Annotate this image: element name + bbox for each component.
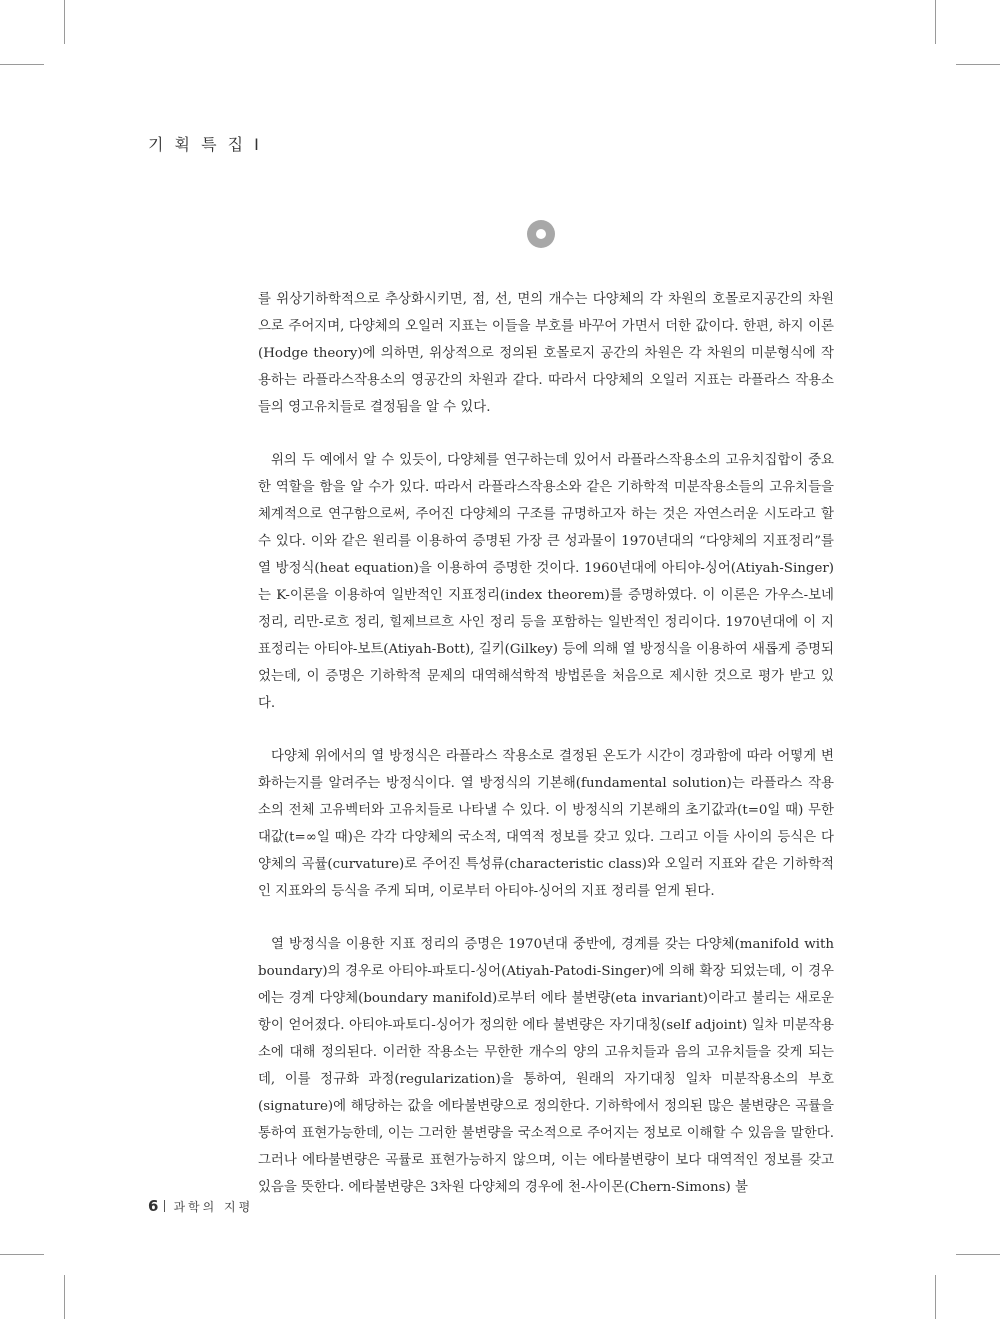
crop-mark-bottom-left-vertical xyxy=(64,1275,65,1319)
crop-mark-top-right-vertical xyxy=(935,0,936,44)
footer-divider xyxy=(164,1200,165,1212)
crop-mark-top-left-vertical xyxy=(64,0,65,44)
paragraph-4: 열 방정식을 이용한 지표 정리의 증명은 1970년대 중반에, 경계를 갖는 다양체(manifold with boundary)의 경우로 아티야-파토디-싱어(Atiyah-Patodi-Singer)에 의해 확장 되었는데, 이 경우에는 경계 다양체(boundary manifold)로부터 에타 불변량(eta invariant)이라고 불리는 새로운 항이 얻어졌다. 아티야-파토디-싱어가 정의한 에타 불변량은 자기대칭(self adjoint) 일차 미분작용소에 대해 정의된다. 이러한 작용소는 무한한 개수의 양의 고유치들과 음의 고유치들을 갖게 되는데, 이를 정규화 과정(regularization)을 통하여, 원래의 자기대칭 일차 미분작용소의 부호(signature)에 해당하는 값을 에타불변량으로 정의한다. 기하학에서 정의된 많은 불변량은 곡률을 통하여 표현가능한데, 이는 그러한 불변량을 국소적으로 주어지는 정보로 이해할 수 있음을 말한다. 그러나 에타불변량은 곡률로 표현가능하지 않으며, 이는 에타불변량이 보다 대역적인 정보를 갖고 있음을 뜻한다. 에타불변량은 3차원 다양체의 경우에 천-사이몬(Chern-Simons) 불 xyxy=(258,937,834,1195)
journal-name: 과학의 지평 xyxy=(173,1199,254,1214)
crop-mark-bottom-right-vertical xyxy=(935,1275,936,1319)
page-footer xyxy=(148,1197,253,1215)
article-body xyxy=(258,286,834,1227)
paragraph-3: 다양체 위에서의 열 방정식은 라플라스 작용소로 결정된 온도가 시간이 경과함에 따라 어떻게 변화하는지를 알려주는 방정식이다. 열 방정식의 기본해(fundamental solution)는 라플라스 작용소의 전체 고유벡터와 고유치들로 나타낼 수 있다. 이 방정식의 기본해의 초기값과(t=0일 때) 무한대값(t=∞일 때)은 각각 다양체의 국소적, 대역적 정보를 갖고 있다. 그리고 이들 사이의 등식은 다양체의 곡률(curvature)로 주어진 특성류(characteristic class)와 오일러 지표와 같은 기하학적인 지표와의 등식을 주게 되며, 이로부터 아티야-싱어의 지표 정리를 얻게 된다. xyxy=(258,749,834,899)
crop-mark-bottom-left-horizontal xyxy=(0,1254,44,1255)
page-number: 6 xyxy=(148,1197,159,1215)
crop-mark-top-right-horizontal xyxy=(956,64,1000,65)
section-label: 기 획 특 집 I xyxy=(148,135,262,154)
paragraph-1: 를 위상기하학적으로 추상화시키면, 점, 선, 면의 개수는 다양체의 각 차원의 호몰로지공간의 차원으로 주어지며, 다양체의 오일러 지표는 이들을 부호를 바꾸어 가면서 더한 값이다. 한편, 하지 이론(Hodge theory)에 의하면, 위상적으로 정의된 호몰로지 공간의 차원은 각 차원의 미분형식에 작용하는 라플라스작용소의 영공간의 차원과 같다. 따라서 다양체의 오일러 지표는 라플라스 작용소들의 영고유치들로 결정됨을 알 수 있다. xyxy=(258,292,834,415)
circle-bullet-icon xyxy=(527,220,555,248)
paragraph-2: 위의 두 예에서 알 수 있듯이, 다양체를 연구하는데 있어서 라플라스작용소의 고유치집합이 중요한 역할을 함을 알 수가 있다. 따라서 라플라스작용소와 같은 기하학적 미분작용소들의 고유치들을 체계적으로 연구함으로써, 주어진 다양체의 구조를 규명하고자 하는 것은 자연스러운 시도라고 할 수 있다. 이와 같은 원리를 이용하여 증명된 가장 큰 성과물이 1970년대의 “다양체의 지표정리”를 열 방정식(heat equation)을 이용하여 증명한 것이다. 1960년대에 아티야-싱어(Atiyah-Singer)는 K-이론을 이용하여 일반적인 지표정리(index theorem)를 증명하였다. 이 이론은 가우스-보네 정리, 리만-로흐 정리, 힐제브르흐 사인 정리 등을 포함하는 일반적인 정리이다. 1970년대에 이 지표정리는 아티야-보트(Atiyah-Bott), 길키(Gilkey) 등에 의해 열 방정식을 이용하여 새롭게 증명되었는데, 이 증명은 기하학적 문제의 대역해석학적 방법론을 처음으로 제시한 것으로 평가 받고 있다. xyxy=(258,453,834,711)
crop-mark-top-left-horizontal xyxy=(0,64,44,65)
crop-mark-bottom-right-horizontal xyxy=(956,1254,1000,1255)
